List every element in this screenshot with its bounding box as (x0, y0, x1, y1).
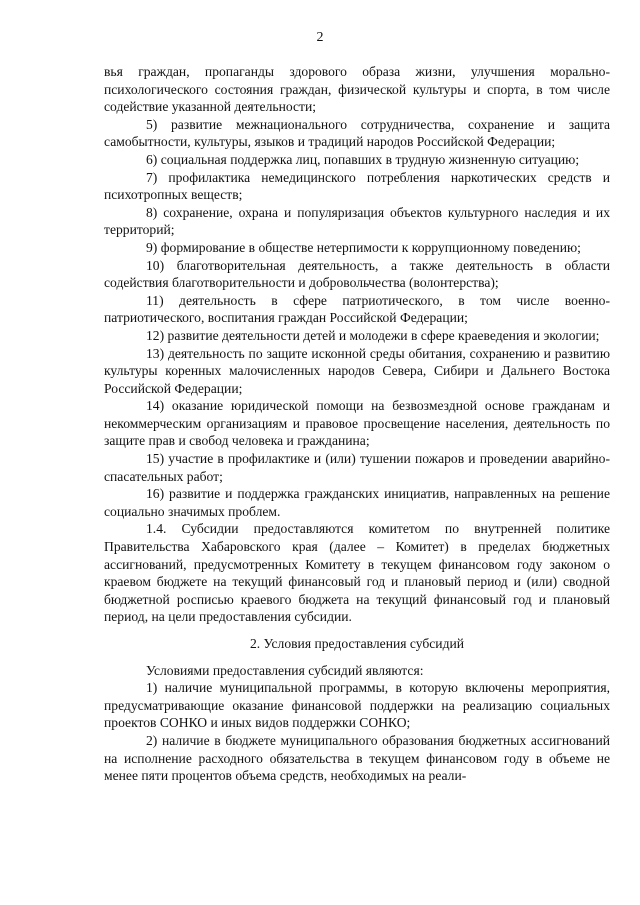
section-heading: 2. Условия предоставления субсидий (249, 636, 465, 651)
list-item-12: 12) развитие деятельности детей и молодежи в сфере краеведения и экологии; (146, 327, 600, 343)
list-item-8: 8) сохранение, охрана и популяризация объектов культурного наследия и их территорий; (104, 204, 610, 238)
list-item-5: 5) развитие межнационального сотрудничества, сохранение и защита самобытности, культуры, языков и традиций народов Российской Федерации; (104, 116, 610, 150)
list-item-16: 16) развитие и поддержка гражданских инициатив, направленных на решение социально значимых проблем. (104, 486, 610, 519)
list-item-15: 15) участие в профилактике и (или) тушении пожаров и проведении аварийно-спасательных работ; (104, 451, 610, 484)
document-body (104, 63, 610, 785)
list-item-7: 7) профилактика немедицинского потребления наркотических средств и психотропных веществ; (104, 169, 610, 203)
clause-1-4: 1.4. Субсидии предоставляются комитетом по внутренней политике Правительства Хабаровского края (далее – Комитет) в пределах бюджетных ассигнований, предусмотренных Комитету в текущем финансовом году законом о краевом бюджете на текущий финансовый год и плановый период и (или) сводной бюджетной росписью краевого бюджета на текущий финансовый год и плановый период, на цели предоставления субсидии. (104, 521, 610, 625)
paragraph-continuation: вья граждан, пропаганды здорового образа жизни, улучшения морально-психологического состояния граждан, физической культуры и спорта, в том числе содействие указанной деятельности; (104, 64, 610, 115)
list-item-13: 13) деятельность по защите исконной среды обитания, сохранению и развитию культуры коренных малочисленных народов Севера, Сибири и Дальнего Востока Российской Федерации; (104, 345, 610, 396)
list-item-14: 14) оказание юридической помощи на безвозмездной основе гражданам и некоммерческим организациям и правовое просвещение населения, деятельность по защите прав и свобод человека и гражданина; (104, 398, 610, 449)
page-number: 2 (316, 30, 324, 45)
list-item-6: 6) социальная поддержка лиц, попавших в трудную жизненную ситуацию; (146, 151, 580, 167)
list-item-10: 10) благотворительная деятельность, а также деятельность в области содействия благотворительности и добровольчества (волонтерства); (104, 257, 610, 291)
list-item-11: 11) деятельность в сфере патриотического, в том числе военно-патриотического, воспитания граждан Российской Федерации; (104, 292, 610, 326)
list-item-9: 9) формирование в обществе нетерпимости к коррупционному поведению; (146, 239, 581, 255)
section-intro: Условиями предоставления субсидий являются: (146, 662, 424, 678)
condition-item-1: 1) наличие муниципальной программы, в которую включены мероприятия, предусматривающие оказание финансовой поддержки на реализацию социальных проектов СОНКО и иных видов поддержки СОНКО; (104, 680, 610, 731)
condition-item-2: 2) наличие в бюджете муниципального образования бюджетных ассигнований на исполнение расходного обязательства в текущем финансовом году в объеме не менее пяти процентов объема средств, необходимых на реали- (104, 732, 610, 784)
